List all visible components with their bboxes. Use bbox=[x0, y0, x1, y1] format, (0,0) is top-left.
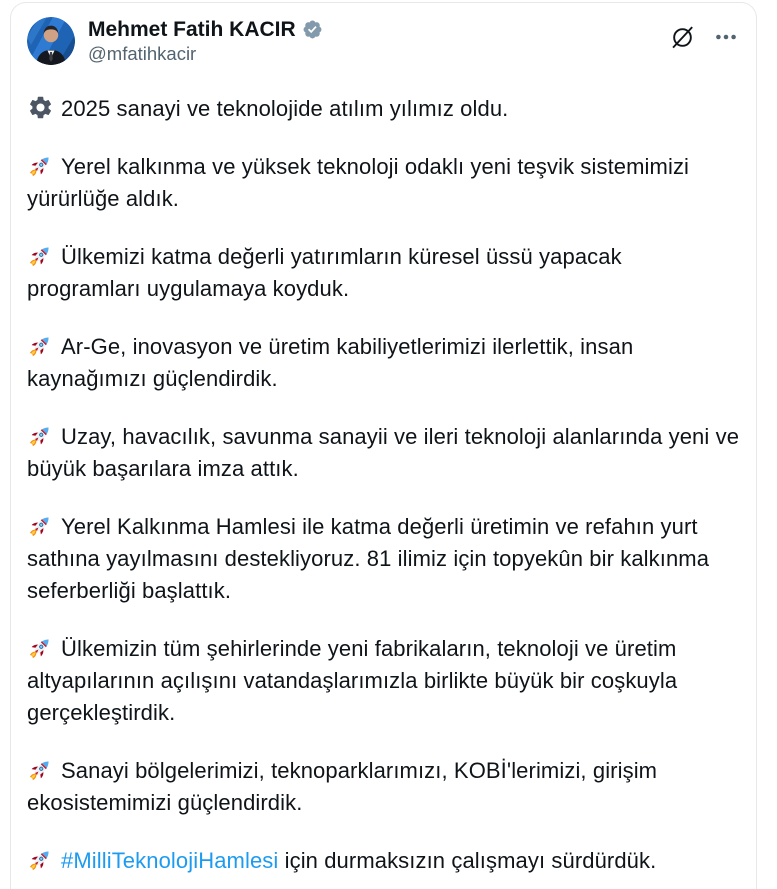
verified-badge-icon bbox=[302, 19, 323, 40]
rocket-icon bbox=[27, 634, 54, 661]
tweet-paragraph bbox=[27, 93, 740, 125]
tweet-paragraph bbox=[27, 845, 740, 877]
tweet-text-segment: Yerel kalkınma ve yüksek teknoloji odaklı yeni teşvik sistemimizi yürürlüğe aldık. bbox=[27, 154, 690, 211]
tweet-paragraph bbox=[27, 511, 740, 607]
tweet-text bbox=[27, 93, 740, 877]
tweet-paragraph bbox=[27, 421, 740, 485]
grok-icon bbox=[669, 24, 696, 51]
gear-icon bbox=[27, 94, 54, 121]
header-actions bbox=[668, 17, 740, 51]
hashtag-link[interactable]: #MilliTeknolojiHamlesi bbox=[61, 848, 279, 873]
tweet-paragraph bbox=[27, 151, 740, 215]
tweet-paragraph bbox=[27, 755, 740, 819]
rocket-icon bbox=[27, 422, 54, 449]
rocket-icon bbox=[27, 152, 54, 179]
user-handle[interactable]: @mfatihkacir bbox=[88, 43, 197, 64]
tweet-text-segment: için durmaksızın çalışmayı sürdürdük. bbox=[278, 848, 657, 873]
rocket-icon bbox=[27, 512, 54, 539]
tweet-paragraph bbox=[27, 633, 740, 729]
tweet-text-segment: Sanayi bölgelerimizi, teknoparklarımızı, KOBİ'lerimizi, girişim ekosistemimizi güçlendirdik. bbox=[27, 758, 658, 815]
avatar[interactable] bbox=[27, 17, 75, 65]
more-icon bbox=[713, 24, 739, 50]
tweet-card bbox=[10, 2, 757, 889]
tweet-text-segment: Uzay, havacılık, savunma sanayii ve ileri teknoloji alanlarında yeni ve büyük başarılara imza attık. bbox=[27, 424, 740, 481]
avatar-image bbox=[27, 17, 75, 65]
rocket-icon bbox=[27, 242, 54, 269]
rocket-icon bbox=[27, 332, 54, 359]
tweet-paragraph bbox=[27, 331, 740, 395]
rocket-icon bbox=[27, 846, 54, 873]
tweet-text-segment: 2025 sanayi ve teknolojide atılım yılımız oldu. bbox=[61, 96, 509, 121]
tweet-text-segment: Ar-Ge, inovasyon ve üretim kabiliyetlerimizi ilerlettik, insan kaynağımızı güçlendirdik. bbox=[27, 334, 634, 391]
tweet-text-segment: Ülkemizin tüm şehirlerinde yeni fabrikaların, teknoloji ve üretim altyapılarının açılışını vatandaşlarımızla birlikte büyük bir coşkuyla gerçekleştirdik. bbox=[27, 636, 678, 725]
tweet-paragraph bbox=[27, 241, 740, 305]
display-name[interactable]: Mehmet Fatih KACIR bbox=[88, 18, 296, 41]
author-block bbox=[88, 17, 323, 66]
tweet-text-segment: Ülkemizi katma değerli yatırımların küresel üssü yapacak programları uygulamaya koyduk. bbox=[27, 244, 622, 301]
rocket-icon bbox=[27, 756, 54, 783]
more-button[interactable] bbox=[712, 23, 740, 51]
tweet-text-segment: Yerel Kalkınma Hamlesi ile katma değerli üretimin ve refahın yurt sathına yayılmasını destekliyoruz. 81 ilimiz için topyekûn bir kalkınma seferberliği başlattık. bbox=[27, 514, 710, 603]
grok-button[interactable] bbox=[668, 23, 696, 51]
tweet-header bbox=[27, 17, 740, 66]
